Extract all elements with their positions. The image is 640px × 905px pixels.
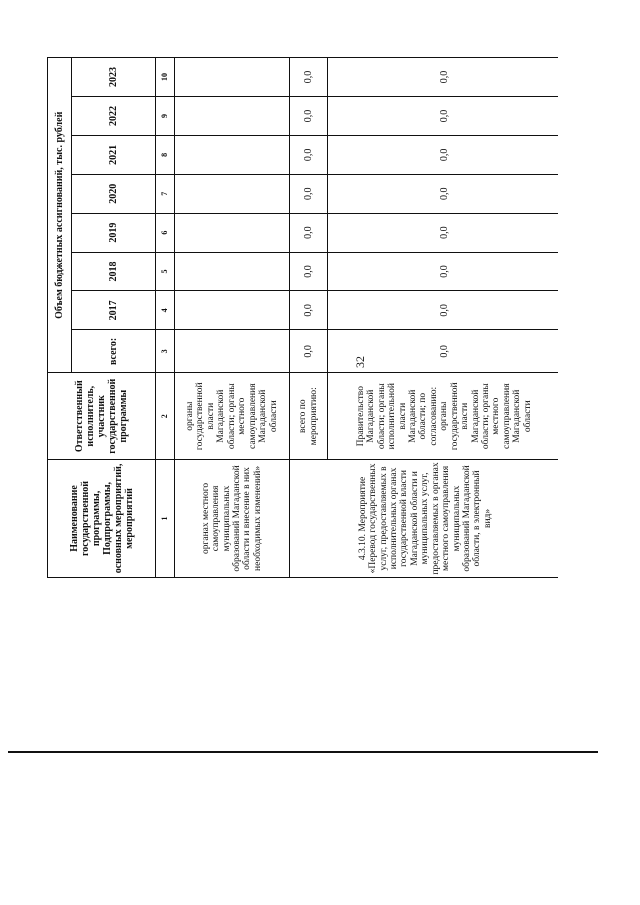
header-year-2019: 2019 bbox=[72, 213, 156, 252]
table-row bbox=[175, 58, 290, 578]
value-2020: 0,0 bbox=[328, 174, 559, 213]
value-2018: 0,0 bbox=[328, 252, 559, 291]
row-responsible: органы государственной власти Магаданской области; органы местного самоуправления Магаданской области bbox=[175, 373, 290, 459]
value-total: 0,0 bbox=[290, 330, 328, 373]
value-2023: 0,0 bbox=[290, 58, 328, 97]
header-year-2018: 2018 bbox=[72, 252, 156, 291]
row-responsible: Правительство Магаданской области; органы исполнительной власти Магаданской области; по согласованию: органы государственной власти Магаданской области; органы местного самоуправления Магаданской области bbox=[328, 373, 559, 459]
value-2020: 0,0 bbox=[290, 174, 328, 213]
row-responsible: всего по мероприятию: bbox=[290, 373, 328, 459]
value-2017: 0,0 bbox=[328, 291, 559, 330]
value-2020 bbox=[175, 174, 290, 213]
value-2019: 0,0 bbox=[290, 213, 328, 252]
header-budget-group: Объем бюджетных ассигнований, тыс. рублей bbox=[48, 58, 72, 374]
header-year-2021: 2021 bbox=[72, 135, 156, 174]
value-2022 bbox=[175, 97, 290, 136]
index-cell: 9 bbox=[156, 97, 175, 136]
header-name: Наименование государственной программы, Подпрограммы, основных мероприятий, мероприятий bbox=[48, 459, 156, 577]
value-2022: 0,0 bbox=[328, 97, 559, 136]
header-responsible: Ответственный исполнитель, участник государственной программы bbox=[48, 373, 156, 459]
value-total bbox=[175, 330, 290, 373]
value-2019 bbox=[175, 213, 290, 252]
value-2021: 0,0 bbox=[290, 135, 328, 174]
value-2023 bbox=[175, 58, 290, 97]
index-cell: 5 bbox=[156, 252, 175, 291]
index-cell: 4 bbox=[156, 291, 175, 330]
index-cell: 8 bbox=[156, 135, 175, 174]
value-2022: 0,0 bbox=[290, 97, 328, 136]
header-year-2020: 2020 bbox=[72, 174, 156, 213]
index-cell: 6 bbox=[156, 213, 175, 252]
page-number: 32 bbox=[353, 356, 367, 368]
index-row bbox=[156, 58, 175, 578]
value-2018: 0,0 bbox=[290, 252, 328, 291]
header-year-2023: 2023 bbox=[72, 58, 156, 97]
value-2017: 0,0 bbox=[290, 291, 328, 330]
row-name: органах местного самоуправления муниципальных образований Магаданской области и внесение в них необходимых изменений» bbox=[175, 459, 290, 577]
value-total: 0,0 bbox=[328, 330, 559, 373]
budget-table-wrapper bbox=[47, 57, 558, 578]
index-cell: 7 bbox=[156, 174, 175, 213]
bottom-divider-line bbox=[8, 751, 598, 753]
rotated-table-container bbox=[47, 57, 558, 578]
value-2021 bbox=[175, 135, 290, 174]
value-2023: 0,0 bbox=[328, 58, 559, 97]
index-cell: 2 bbox=[156, 373, 175, 459]
header-year-2022: 2022 bbox=[72, 97, 156, 136]
table-row bbox=[290, 58, 328, 578]
value-2018 bbox=[175, 252, 290, 291]
index-cell: 3 bbox=[156, 330, 175, 373]
value-2019: 0,0 bbox=[328, 213, 559, 252]
index-cell: 10 bbox=[156, 58, 175, 97]
value-2017 bbox=[175, 291, 290, 330]
row-name: 4.3.10. Мероприятие «Перевод государственных услуг, предоставляемых в исполнительных органах государственной власти Магаданской области и муниципальных услуг, предоставляемых в органах местного самоуправления муниципальных образований Магаданской области, в электронный вид» bbox=[290, 459, 559, 577]
budget-table bbox=[47, 57, 558, 578]
header-total: всего: bbox=[72, 330, 156, 373]
header-year-2017: 2017 bbox=[72, 291, 156, 330]
value-2021: 0,0 bbox=[328, 135, 559, 174]
index-cell: 1 bbox=[156, 459, 175, 577]
